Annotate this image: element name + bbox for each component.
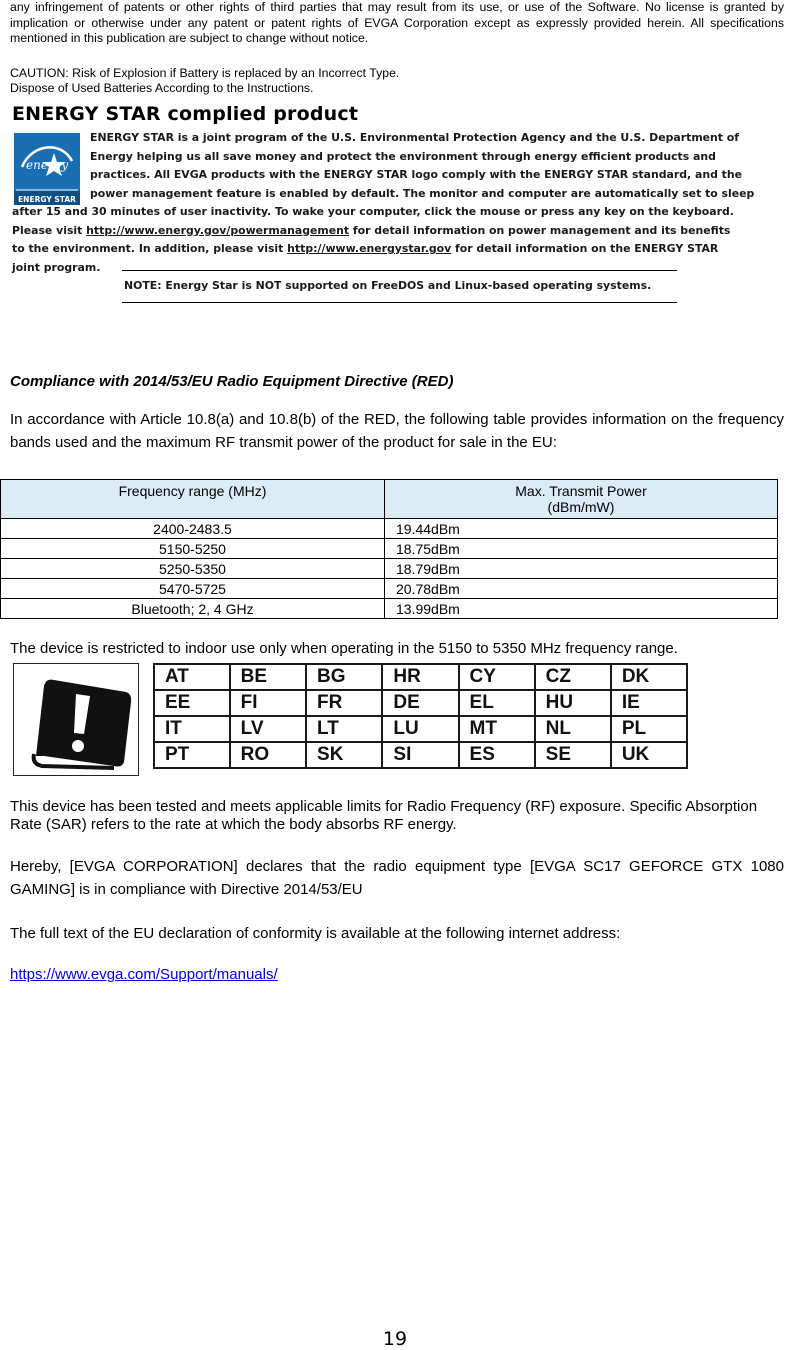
- table-row: [1, 579, 778, 599]
- country-code-cell: BG: [306, 664, 382, 690]
- country-code-cell: EE: [154, 690, 230, 716]
- energy-star-line: joint program.: [12, 260, 101, 274]
- country-code-cell: LU: [382, 716, 458, 742]
- manuals-link[interactable]: https://www.evga.com/Support/manuals/: [10, 966, 278, 983]
- energy-star-line: [12, 222, 790, 241]
- energy-star-note: [124, 279, 651, 292]
- power-cell: 18.79dBm: [385, 559, 778, 579]
- country-code-cell: AT: [154, 664, 230, 690]
- table-header-frequency: Frequency range (MHz): [1, 480, 385, 519]
- country-code-cell: MT: [459, 716, 535, 742]
- country-code-cell: HU: [535, 690, 611, 716]
- country-code-cell: IE: [611, 690, 687, 716]
- energy-logo-script: energy: [26, 158, 69, 172]
- divider: [122, 302, 677, 303]
- country-code-cell: SK: [306, 742, 382, 768]
- energy-logo-caption: ENERGY STAR: [18, 195, 76, 204]
- restriction-warning-icon: [13, 663, 139, 776]
- country-code-cell: BE: [230, 664, 306, 690]
- country-code-cell: ES: [459, 742, 535, 768]
- power-cell: 19.44dBm: [385, 519, 778, 539]
- energy-star-notice: [12, 103, 790, 313]
- table-row: [1, 539, 778, 559]
- table-row: [1, 599, 778, 619]
- powermanagement-link[interactable]: http://www.energy.gov/powermanagement: [86, 223, 350, 237]
- freq-cell: 5470-5725: [1, 579, 385, 599]
- table-row: [1, 519, 778, 539]
- country-code-cell: FR: [306, 690, 382, 716]
- dispose-line: Dispose of Used Batteries According to the Instructions.: [10, 81, 314, 95]
- energy-star-line: ENERGY STAR is a joint program of the U.S. Environmental Protection Agency and the U.S. Department of: [90, 131, 740, 144]
- license-paragraph: any infringement of patents or other rights of third parties that may result from its use, or use of the Software. No license is granted by implication or otherwise under any patent or patent rights of EVGA Corporation except as expressly provided herein. All specifications mentioned in this publication are subject to change without notice.: [10, 0, 784, 45]
- country-code-cell: IT: [154, 716, 230, 742]
- frequency-table: [0, 479, 778, 619]
- power-header-unit: (dBm/mW): [547, 499, 615, 515]
- freq-cell: Bluetooth; 2, 4 GHz: [1, 599, 385, 619]
- country-code-cell: CZ: [535, 664, 611, 690]
- country-code-cell: LT: [306, 716, 382, 742]
- country-code-cell: EL: [459, 690, 535, 716]
- sar-statement: This device has been tested and meets applicable limits for Radio Frequency (RF) exposure. Specific Absorption Rate (SAR) refers to the rate at which the body absorbs RF energy.: [10, 798, 758, 833]
- country-code-cell: SE: [535, 742, 611, 768]
- country-code-cell: PT: [154, 742, 230, 768]
- table-header-power: [385, 480, 778, 519]
- caution-line: CAUTION: Risk of Explosion if Battery is replaced by an Incorrect Type.: [10, 66, 400, 80]
- country-code-cell: DE: [382, 690, 458, 716]
- energy-star-text-part: for detail information on the ENERGY STAR: [451, 242, 719, 255]
- country-code-cell: CY: [459, 664, 535, 690]
- page-number: 19: [382, 1328, 408, 1350]
- country-code-cell: HR: [382, 664, 458, 690]
- country-code-cell: LV: [230, 716, 306, 742]
- red-intro: In accordance with Article 10.8(a) and 10.8(b) of the RED, the following table provides information on the frequency bands used and the maximum RF transmit power of the product for sale in the EU:: [10, 411, 784, 451]
- country-row: [154, 716, 687, 742]
- indoor-restriction: The device is restricted to indoor use only when operating in the 5150 to 5350 MHz frequency range.: [10, 640, 678, 657]
- country-row: [154, 742, 687, 768]
- country-restriction-grid: [13, 663, 688, 776]
- energy-star-text: [12, 129, 790, 277]
- freq-cell: 2400-2483.5: [1, 519, 385, 539]
- country-code-cell: FI: [230, 690, 306, 716]
- energystar-link[interactable]: http://www.energystar.gov: [287, 242, 452, 255]
- divider: [122, 270, 677, 271]
- conformity-declaration: Hereby, [EVGA CORPORATION] declares that the radio equipment type [EVGA SC17 GEFORCE GTX 1080 GAMING] is in compliance with Directive 2014/53/EU: [10, 858, 784, 898]
- energy-star-text-part: for detail information on power management and its benefits: [349, 223, 731, 237]
- country-row: [154, 664, 687, 690]
- country-codes-table: [153, 663, 688, 769]
- energy-star-line: power management feature is enabled by default. The monitor and computer are automatically set to sleep: [90, 186, 755, 200]
- country-code-cell: UK: [611, 742, 687, 768]
- country-row: [154, 690, 687, 716]
- energy-star-line: after 15 and 30 minutes of user inactivity. To wake your computer, click the mouse or press any key on the keyboard.: [12, 205, 734, 218]
- energy-star-line: Energy helping us all save money and protect the environment through energy efficient products and: [90, 149, 716, 163]
- freq-cell: 5250-5350: [1, 559, 385, 579]
- power-cell: 20.78dBm: [385, 579, 778, 599]
- energy-star-line: practices. All EVGA products with the ENERGY STAR logo comply with the ENERGY STAR standard, and the: [90, 168, 743, 181]
- power-header-line: Max. Transmit Power: [515, 483, 647, 499]
- red-heading: Compliance with 2014/53/EU Radio Equipment Directive (RED): [10, 373, 454, 390]
- freq-cell: 5150-5250: [1, 539, 385, 559]
- country-code-cell: RO: [230, 742, 306, 768]
- country-code-cell: PL: [611, 716, 687, 742]
- power-cell: 18.75dBm: [385, 539, 778, 559]
- country-code-cell: SI: [382, 742, 458, 768]
- table-row: [1, 559, 778, 579]
- energy-star-line: [12, 240, 790, 259]
- energy-star-title: ENERGY STAR complied product: [12, 103, 359, 125]
- country-code-cell: DK: [611, 664, 687, 690]
- full-text-notice: The full text of the EU declaration of conformity is available at the following internet address:: [10, 925, 621, 942]
- country-code-cell: NL: [535, 716, 611, 742]
- power-cell: 13.99dBm: [385, 599, 778, 619]
- note-text: Energy Star is NOT supported on FreeDOS and Linux-based operating systems.: [161, 279, 652, 292]
- energy-star-text-part: to the environment. In addition, please visit: [12, 242, 288, 255]
- energy-star-text-part: Please visit: [12, 223, 87, 237]
- note-label: NOTE:: [124, 279, 162, 292]
